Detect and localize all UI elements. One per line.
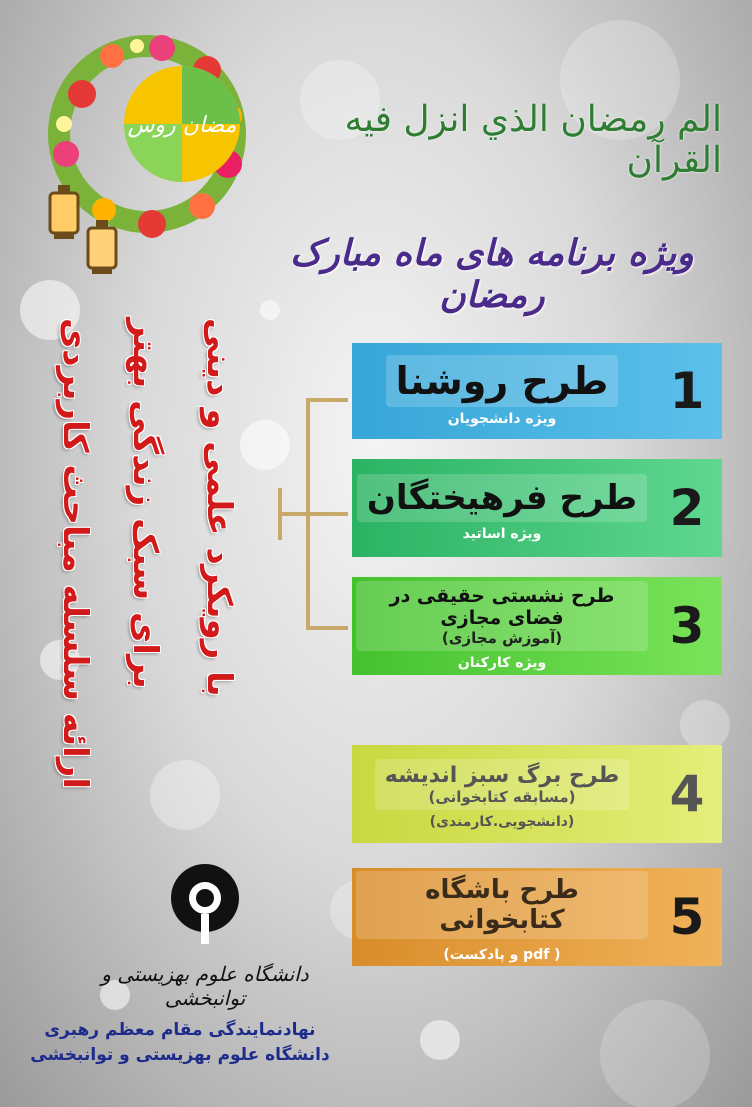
card-number: 3 (669, 597, 705, 655)
university-logo (90, 860, 320, 1010)
card-title: طرح نشستی حقیقی در فضای مجازی (389, 585, 615, 629)
svg-text:مضان روس: مضان روس (127, 113, 237, 138)
card-note: (مسابقه کتابخوانی) (428, 787, 576, 806)
card-number: 4 (669, 765, 705, 823)
footer-line: دانشگاه علوم بهزیستی و توانبخشی (30, 1044, 330, 1065)
card-title: طرح باشگاه کتابخوانی (425, 875, 579, 935)
program-card[interactable] (352, 577, 722, 675)
university-name: دانشگاه علوم بهزیستی و توانبخشی (101, 962, 309, 1010)
university-emblem-icon (165, 860, 245, 950)
column-text: با رویکرد علمی و دینی (199, 318, 239, 697)
connector-line (306, 398, 348, 402)
card-title: طرح فرهیختگان (366, 478, 638, 518)
footer (30, 1018, 330, 1067)
program-card[interactable] (352, 459, 722, 557)
page-title: ویژه برنامه های ماه مبارک رمضان (290, 232, 694, 316)
card-audience: (دانشجویی.کارمندی) (429, 813, 575, 830)
card-title: طرح روشنا (395, 359, 609, 403)
card-title: طرح برگ سبز اندیشه (384, 762, 620, 788)
footer-line: نهادنمایندگی مقام معظم رهبری (44, 1020, 316, 1040)
quran-verse: الم رمضان الذي انزل فيه القرآن (344, 99, 722, 181)
card-audience: ویژه اساتید (462, 526, 542, 542)
card-audience: ویژه دانشجویان (447, 411, 557, 427)
column-text: برای سبک زندگی بهتر (125, 318, 165, 689)
card-number: 2 (669, 479, 705, 537)
card-number: 1 (669, 362, 705, 420)
program-card[interactable] (352, 745, 722, 843)
card-audience: ( pdf و پادکست) (443, 947, 561, 963)
lantern-icon (44, 185, 84, 245)
connector-line (278, 488, 282, 540)
connector-line (306, 626, 348, 630)
card-number: 5 (669, 888, 705, 946)
connector-line (278, 512, 348, 516)
lantern-icon (82, 220, 122, 280)
column-text: ارائه سلسله مباحث کاربردی (55, 318, 95, 790)
card-note: (آموزش مجازی) (441, 629, 563, 647)
card-audience: ویژه کارکنان (457, 655, 547, 671)
program-card[interactable] (352, 343, 722, 439)
program-card[interactable] (352, 868, 722, 966)
